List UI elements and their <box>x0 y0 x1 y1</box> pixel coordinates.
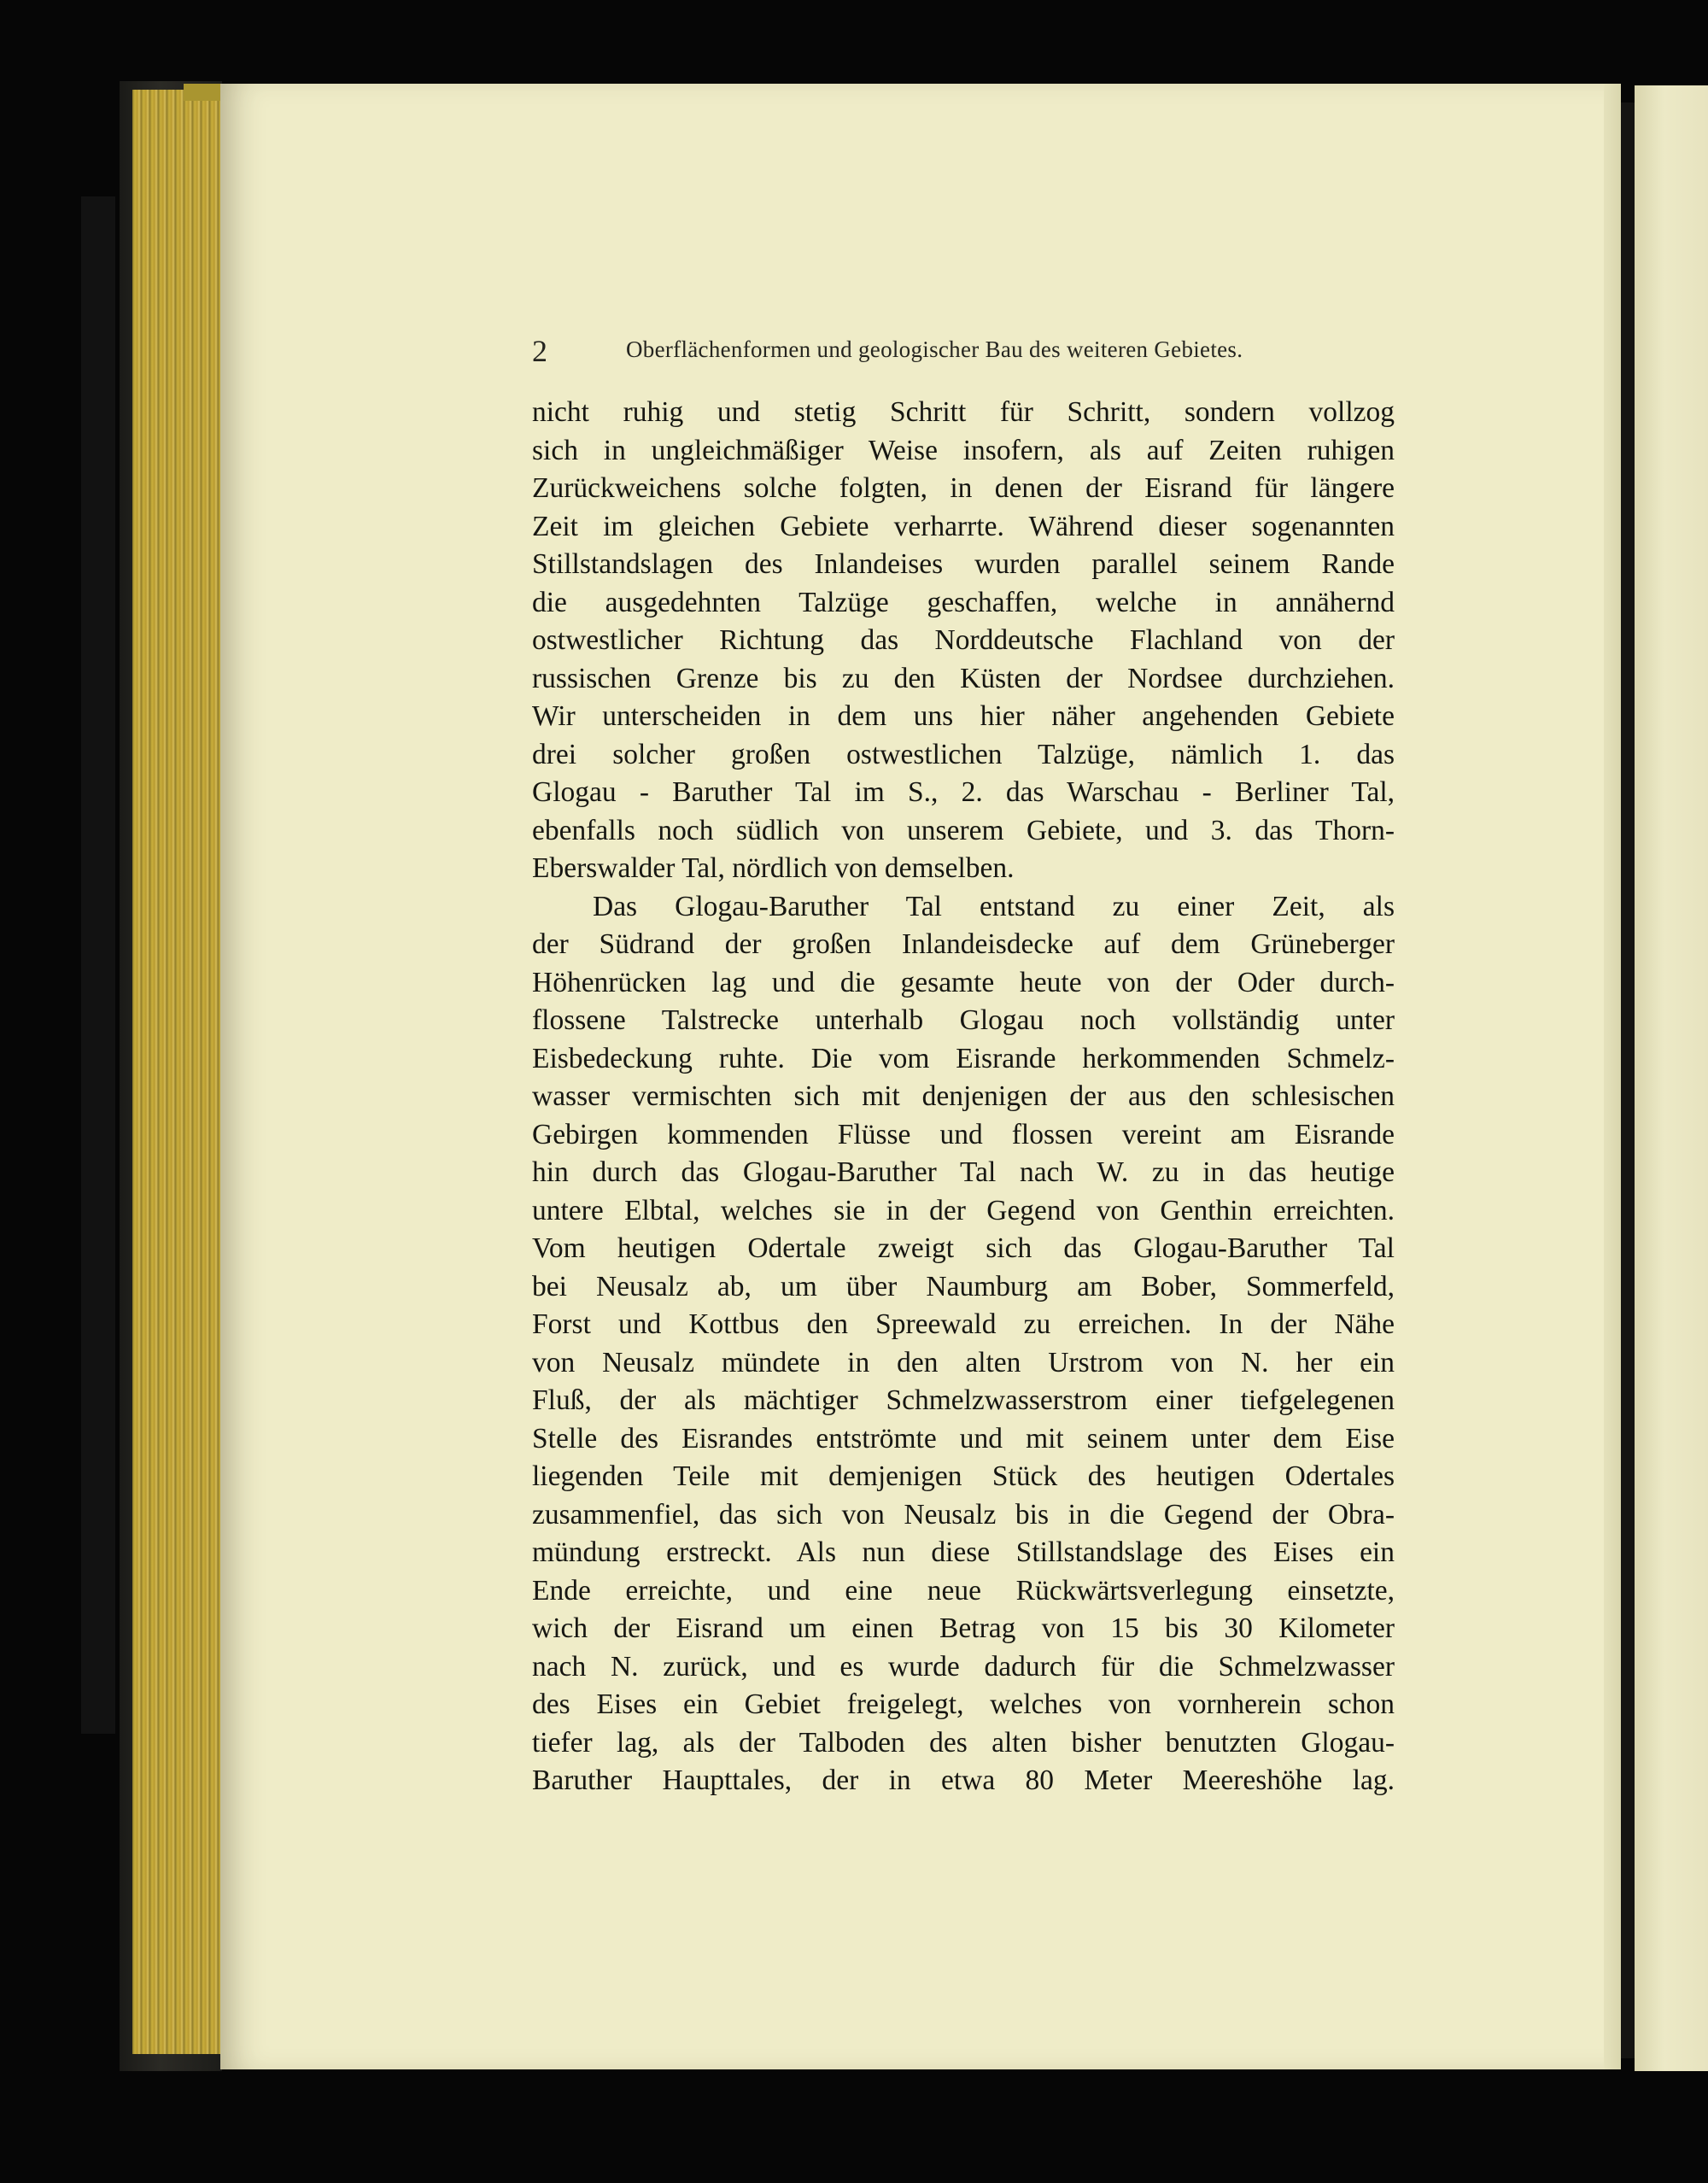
binding-thread <box>1621 102 1635 2058</box>
text-line: Zurückweichens solche folgten, in denen der Eisrand für längere <box>532 472 1395 504</box>
text-line: hin durch das Glogau-Baruther Tal nach W. zu in das heutige <box>532 1156 1395 1188</box>
text-line: tiefer lag, als der Talboden des alten bisher benutzten Glogau- <box>532 1726 1395 1759</box>
text-line: zusammenfiel, das sich von Neusalz bis in die Gegend der Obra- <box>532 1498 1395 1530</box>
page-number: 2 <box>532 334 548 368</box>
text-line: flossene Talstrecke unterhalb Glogau noch vollständig unter <box>532 1004 1395 1036</box>
text-line: wich der Eisrand um einen Betrag von 15 bis 30 Kilometer <box>532 1612 1395 1644</box>
text-line: Das Glogau-Baruther Tal entstand zu einer Zeit, als <box>593 890 1395 922</box>
text-line: sich in ungleichmäßiger Weise insofern, als auf Zeiten ruhigen <box>532 434 1395 466</box>
text-line: Zeit im gleichen Gebiete verharrte. Während dieser sogenannten <box>532 510 1395 542</box>
text-line: Ende erreichte, und eine neue Rückwärtsverlegung einsetzte, <box>532 1574 1395 1607</box>
facing-page-edge <box>1635 85 1708 2071</box>
text-line: des Eises ein Gebiet freigelegt, welches von vornherein schon <box>532 1688 1395 1720</box>
text-line: nicht ruhig und stetig Schritt für Schritt, sondern vollzog <box>532 396 1395 428</box>
cover-shadow <box>81 196 115 1734</box>
text-line: Eisbedeckung ruhte. Die vom Eisrande herkommenden Schmelz- <box>532 1042 1395 1074</box>
text-line: ostwestlicher Richtung das Norddeutsche Flachland von der <box>532 624 1395 656</box>
text-line: liegenden Teile mit demjenigen Stück des heutigen Odertales <box>532 1460 1395 1492</box>
text-line: russischen Grenze bis zu den Küsten der Nordsee durchziehen. <box>532 662 1395 694</box>
text-line: mündung erstreckt. Als nun diese Stillstandslage des Eises ein <box>532 1536 1395 1568</box>
text-line: Eberswalder Tal, nördlich von demselben. <box>532 852 1015 884</box>
text-line: die ausgedehnten Talzüge geschaffen, welche in annähernd <box>532 586 1395 618</box>
text-line: Baruther Haupttales, der in etwa 80 Meter Meereshöhe lag. <box>532 1765 1395 1796</box>
text-line: drei solcher großen ostwestlichen Talzüge, nämlich 1. das <box>532 738 1395 770</box>
text-line: Forst und Kottbus den Spreewald zu erreichen. In der Nähe <box>532 1308 1395 1340</box>
text-line: von Neusalz mündete in den alten Urstrom von N. her ein <box>532 1346 1395 1378</box>
page-gutter <box>1604 84 1621 2069</box>
text-line: ebenfalls noch südlich von unserem Gebiete, und 3. das Thorn- <box>532 814 1395 846</box>
text-line: nach N. zurück, und es wurde dadurch für die Schmelzwasser <box>532 1650 1395 1683</box>
gilded-page-edges <box>132 90 235 2054</box>
body-text <box>532 394 1395 1800</box>
text-line: Stillstandslagen des Inlandeises wurden parallel seinem Rande <box>532 548 1395 580</box>
running-head <box>532 331 1309 374</box>
text-line: Glogau - Baruther Tal im S., 2. das Warschau - Berliner Tal, <box>532 776 1395 808</box>
text-line: Höhenrücken lag und die gesamte heute von der Oder durch- <box>532 966 1395 998</box>
text-line: der Südrand der großen Inlandeisdecke auf dem Grüneberger <box>532 928 1395 960</box>
text-line: Wir unterscheiden in dem uns hier näher angehenden Gebiete <box>532 700 1395 732</box>
text-line: untere Elbtal, welches sie in der Gegend von Genthin erreichten. <box>532 1194 1395 1226</box>
running-title: Oberflächenformen und geologischer Bau des weiteren Gebietes. <box>626 337 1243 362</box>
text-line: Gebirgen kommenden Flüsse und flossen vereint am Eisrande <box>532 1118 1395 1150</box>
text-line: bei Neusalz ab, um über Naumburg am Bober, Sommerfeld, <box>532 1270 1395 1302</box>
text-line: wasser vermischten sich mit denjenigen der aus den schlesischen <box>532 1080 1395 1112</box>
text-line: Vom heutigen Odertale zweigt sich das Glogau-Baruther Tal <box>532 1232 1395 1264</box>
text-line: Fluß, der als mächtiger Schmelzwasserstrom einer tiefgelegenen <box>532 1384 1395 1416</box>
text-line: Stelle des Eisrandes entströmte und mit seinem unter dem Eise <box>532 1422 1395 1454</box>
